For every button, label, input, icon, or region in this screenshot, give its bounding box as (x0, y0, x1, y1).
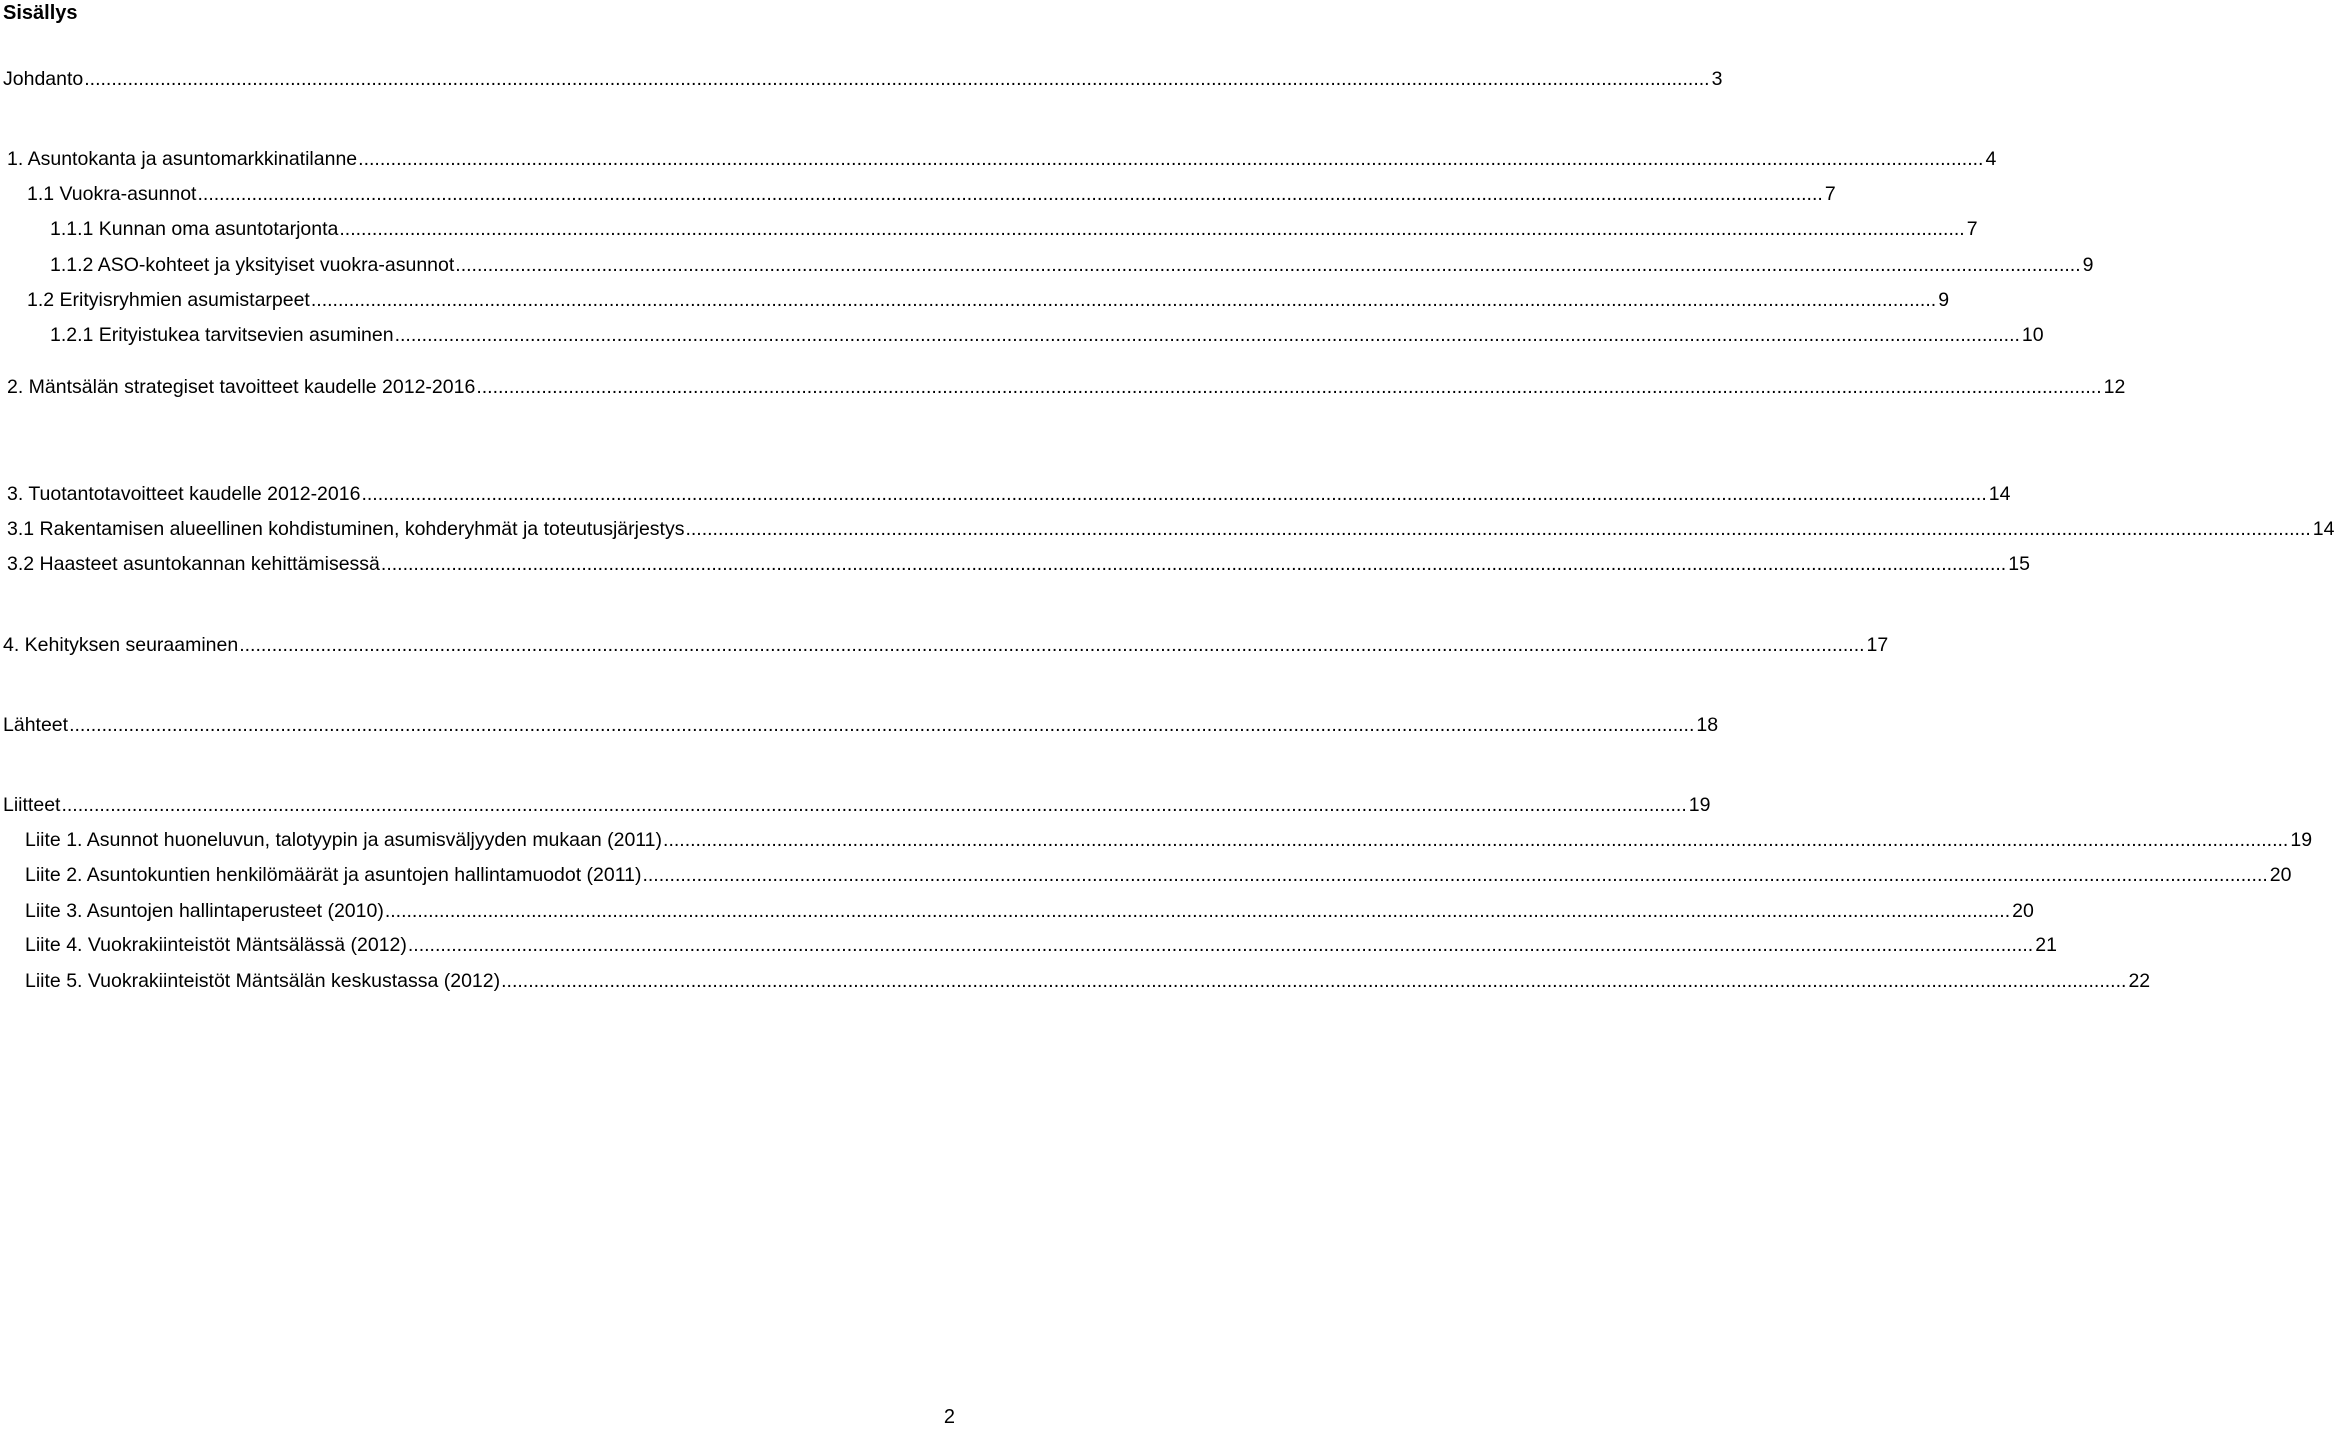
toc-entry-liite-5[interactable] (0, 968, 2151, 994)
toc-entry-title: Liite 3. Asuntojen hallintaperusteet (2010) (25, 900, 384, 922)
toc-leader-dots: ............................................................................................................................................................................................................................................................................................................ (358, 148, 1984, 170)
toc-entry-liite-3[interactable] (0, 898, 2034, 924)
toc-entry-page: 15 (2008, 553, 2030, 575)
toc-leader-dots: ............................................................................................................................................................................................................................................................................................................ (61, 794, 1687, 816)
toc-entry-johdanto[interactable] (0, 66, 1723, 92)
toc-entry-title: 3.1 Rakentamisen alueellinen kohdistuminen, kohderyhmät ja toteutusjärjestys (7, 518, 685, 540)
toc-entry-page: 7 (1966, 218, 1978, 240)
toc-entry-3-1[interactable] (0, 516, 2335, 542)
toc-entry-page: 19 (1688, 794, 1711, 816)
toc-entry-4[interactable] (0, 632, 1889, 658)
toc-leader-dots: ............................................................................................................................................................................................................................................................................................................ (455, 254, 2081, 276)
toc-leader-dots: ............................................................................................................................................................................................................................................................................................................ (239, 634, 1865, 656)
toc-leader-dots: ............................................................................................................................................................................................................................................................................................................ (380, 553, 2007, 575)
toc-entry-3-2[interactable] (0, 551, 2030, 577)
toc-entry-1-2-1[interactable] (0, 322, 2044, 348)
toc-entry-title: 1.1.2 ASO-kohteet ja yksityiset vuokra-asunnot (50, 254, 455, 276)
toc-entry-liite-4[interactable] (0, 932, 2057, 958)
toc-leader-dots: ............................................................................................................................................................................................................................................................................................................ (407, 934, 2034, 956)
toc-entry-1-1-2[interactable] (0, 252, 2094, 278)
toc-heading: Sisällys (3, 2, 78, 24)
toc-entry-page: 22 (2128, 970, 2151, 992)
toc-entry-liite-1[interactable] (0, 827, 2313, 853)
toc-leader-dots: ............................................................................................................................................................................................................................................................................................................ (384, 900, 2011, 922)
toc-leader-dots: ............................................................................................................................................................................................................................................................................................................ (197, 183, 1823, 205)
toc-entry-page: 12 (2103, 376, 2126, 398)
toc-entry-title: 3.2 Haasteet asuntokannan kehittämisessä (7, 553, 380, 575)
toc-leader-dots: ............................................................................................................................................................................................................................................................................................................ (663, 829, 2289, 851)
toc-entry-title: 1.2.1 Erityistukea tarvitsevien asuminen (50, 324, 394, 346)
toc-leader-dots: ............................................................................................................................................................................................................................................................................................................ (476, 376, 2102, 398)
toc-leader-dots: ............................................................................................................................................................................................................................................................................................................ (685, 518, 2311, 540)
toc-leader-dots: ............................................................................................................................................................................................................................................................................................................ (69, 714, 1695, 736)
toc-entry-page: 9 (1938, 289, 1950, 311)
toc-entry-title: Liite 2. Asuntokuntien henkilömäärät ja asuntojen hallintamuodot (2011) (25, 864, 642, 886)
toc-entry-title: Johdanto (3, 68, 84, 90)
toc-entry-2[interactable] (0, 374, 2126, 400)
toc-entry-title: Liite 4. Vuokrakiinteistöt Mäntsälässä (2012) (25, 934, 407, 956)
toc-entry-1-1[interactable] (0, 181, 1836, 207)
toc-entry-page: 21 (2035, 934, 2057, 956)
toc-leader-dots: ............................................................................................................................................................................................................................................................................................................ (501, 970, 2127, 992)
toc-entry-title: 4. Kehityksen seuraaminen (3, 634, 239, 656)
toc-entry-page: 17 (1866, 634, 1889, 656)
toc-leader-dots: ............................................................................................................................................................................................................................................................................................................ (642, 864, 2268, 886)
toc-entry-liitteet[interactable] (0, 792, 1711, 818)
toc-entry-page: 18 (1696, 714, 1719, 736)
toc-entry-page: 3 (1711, 68, 1723, 90)
toc-entry-1[interactable] (0, 146, 1997, 172)
toc-entry-lahteet[interactable] (0, 712, 1719, 738)
toc-entry-3[interactable] (0, 481, 2011, 507)
toc-entry-title: 3. Tuotantotavoitteet kaudelle 2012-2016 (7, 483, 361, 505)
toc-entry-1-2[interactable] (0, 287, 1950, 313)
toc-entry-title: 2. Mäntsälän strategiset tavoitteet kaudelle 2012-2016 (7, 376, 476, 398)
toc-entry-title: 1.2 Erityisryhmien asumistarpeet (27, 289, 310, 311)
toc-entry-page: 7 (1824, 183, 1836, 205)
toc-entry-title: Liite 1. Asunnot huoneluvun, talotyypin ja asumisväljyyden mukaan (2011) (25, 829, 663, 851)
toc-entry-title: Liite 5. Vuokrakiinteistöt Mäntsälän keskustassa (2012) (25, 970, 501, 992)
toc-entry-page: 10 (2021, 324, 2044, 346)
toc-entry-page: 20 (2269, 864, 2292, 886)
toc-entry-page: 20 (2012, 900, 2034, 922)
toc-leader-dots: ............................................................................................................................................................................................................................................................................................................ (361, 483, 1987, 505)
toc-entry-page: 14 (1988, 483, 2011, 505)
toc-entry-title: 1. Asuntokanta ja asuntomarkkinatilanne (7, 148, 358, 170)
toc-entry-1-1-1[interactable] (0, 216, 1978, 242)
toc-entry-title: 1.1 Vuokra-asunnot (27, 183, 197, 205)
toc-entry-title: 1.1.1 Kunnan oma asuntotarjonta (50, 218, 339, 240)
toc-entry-title: Liitteet (3, 794, 61, 816)
toc-entry-title: Lähteet (3, 714, 69, 736)
toc-leader-dots: ............................................................................................................................................................................................................................................................................................................ (339, 218, 1965, 240)
toc-leader-dots: ............................................................................................................................................................................................................................................................................................................ (84, 68, 1710, 90)
page-number: 2 (943, 1406, 955, 1428)
toc-leader-dots: ............................................................................................................................................................................................................................................................................................................ (310, 289, 1937, 311)
toc-entry-page: 9 (2082, 254, 2094, 276)
toc-entry-page: 14 (2312, 518, 2335, 540)
toc-entry-page: 19 (2290, 829, 2313, 851)
toc-entry-liite-2[interactable] (0, 862, 2292, 888)
toc-leader-dots: ............................................................................................................................................................................................................................................................................................................ (394, 324, 2020, 346)
toc-entry-page: 4 (1985, 148, 1997, 170)
